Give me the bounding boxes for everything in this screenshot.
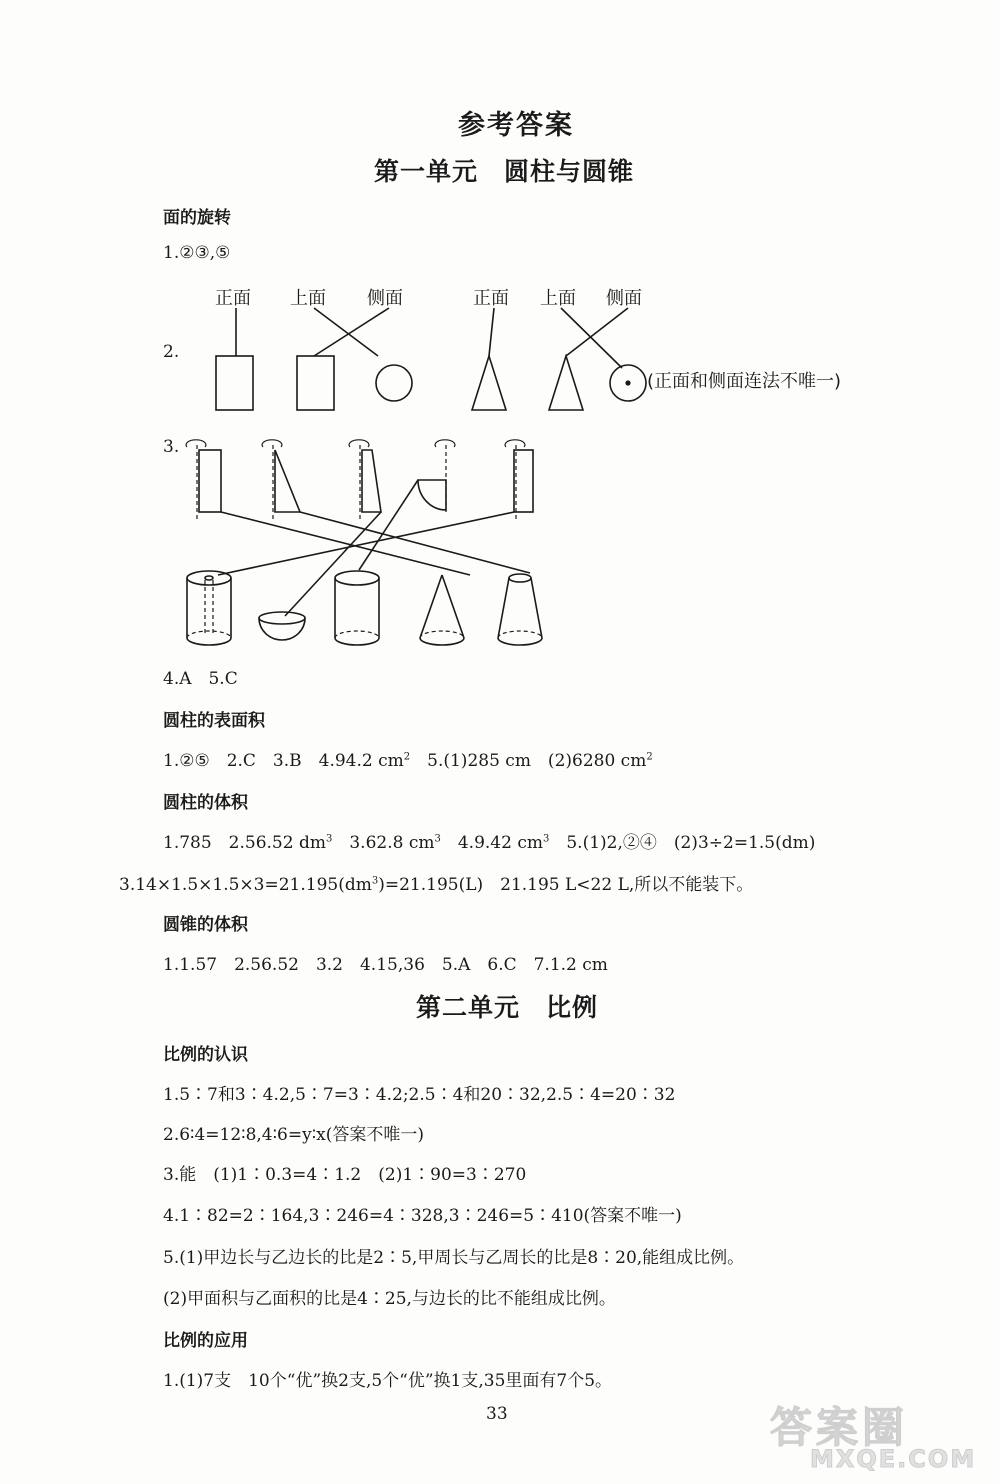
- answer-cylinder-volume-line2: [119, 870, 753, 895]
- label-front-2: 正面: [473, 288, 509, 309]
- label-front-1: 正面: [215, 288, 251, 309]
- answer-text: 5.(1)285 cm (2)6280 cm: [410, 751, 647, 771]
- answer-ratio-intro-5: 5.(1)甲边长与乙边长的比是2∶5,甲周长与乙周长的比是8∶20,能组成比例。: [163, 1248, 745, 1268]
- answer-rotation-q3-number: 3.: [163, 437, 180, 457]
- q3-rotation-matching-figure: [0, 0, 1000, 660]
- answer-rotation-q4-q5: 4.A 5.C: [163, 669, 238, 689]
- watermark-text: 答案圈: [770, 1403, 909, 1452]
- unit-exponent: 2: [403, 751, 411, 763]
- watermark-url: MXQE.COM: [810, 1445, 977, 1473]
- unit-exponent: 3: [325, 833, 333, 845]
- answer-cylinder-surface: [163, 746, 653, 771]
- answer-text: )=21.195(L) 21.195 L<22 L,所以不能装下。: [378, 875, 754, 895]
- answer-text: 1.785 2.56.52 dm: [163, 833, 326, 853]
- answer-ratio-intro-2: 2.6∶4=12∶8,4∶6=y∶x(答案不唯一): [163, 1125, 424, 1145]
- answer-rotation-q2-note: (正面和侧面连法不唯一): [647, 371, 842, 392]
- section-heading-cylinder-surface: 圆柱的表面积: [163, 711, 265, 731]
- answer-text: 1.②⑤ 2.C 3.B 4.94.2 cm: [163, 751, 404, 771]
- label-side-1: 侧面: [367, 288, 403, 309]
- answer-text: 5.(1)2,②④ (2)3÷2=1.5(dm): [549, 833, 816, 853]
- unit-title-2: 第二单元 比例: [416, 993, 599, 1022]
- page-title: 参考答案: [458, 110, 574, 141]
- answer-ratio-intro-5-2: (2)甲面积与乙面积的比是4∶25,与边长的比不能组成比例。: [163, 1289, 616, 1309]
- answer-text: 3.14×1.5×1.5×3=21.195(dm: [119, 875, 372, 895]
- section-heading-ratio-intro: 比例的认识: [163, 1045, 248, 1065]
- answer-ratio-intro-4: 4.1∶82=2∶164,3∶246=4∶328,3∶246=5∶410(答案不唯一): [163, 1206, 682, 1226]
- answer-cone-volume: 1.1.57 2.56.52 3.2 4.15,36 5.A 6.C 7.1.2 cm: [163, 955, 608, 975]
- unit-exponent: 3: [371, 875, 379, 887]
- answer-rotation-q2-number: 2.: [163, 342, 180, 362]
- answer-ratio-intro-3: 3.能 (1)1∶0.3=4∶1.2 (2)1∶90=3∶270: [163, 1165, 527, 1185]
- answer-text: 3.62.8 cm: [332, 833, 435, 853]
- label-top-1: 上面: [290, 288, 326, 309]
- unit-exponent: 3: [434, 833, 441, 845]
- section-heading-cone-volume: 圆锥的体积: [163, 915, 248, 935]
- answer-rotation-q1: 1.②③,⑤: [163, 243, 231, 263]
- label-side-2: 侧面: [606, 288, 642, 309]
- unit-exponent: 3: [542, 833, 550, 845]
- unit-exponent: 2: [646, 751, 653, 763]
- answer-cylinder-volume-line1: [163, 828, 815, 853]
- section-heading-cylinder-volume: 圆柱的体积: [163, 793, 248, 813]
- answer-ratio-intro-1: 1.5∶7和3∶4.2,5∶7=3∶4.2;2.5∶4和20∶32,2.5∶4=20∶32: [163, 1085, 676, 1105]
- answer-text: 4.9.42 cm: [440, 833, 543, 853]
- section-heading-rotation: 面的旋转: [163, 208, 231, 228]
- section-heading-ratio-apply: 比例的应用: [163, 1331, 248, 1351]
- label-top-2: 上面: [540, 288, 576, 309]
- answer-ratio-apply-1: 1.(1)7支 10个“优”换2支,5个“优”换1支,35里面有7个5。: [163, 1371, 613, 1391]
- unit-title-1: 第一单元 圆柱与圆锥: [374, 157, 635, 186]
- page-number: 33: [486, 1404, 508, 1424]
- watermark-logo: [770, 1395, 990, 1481]
